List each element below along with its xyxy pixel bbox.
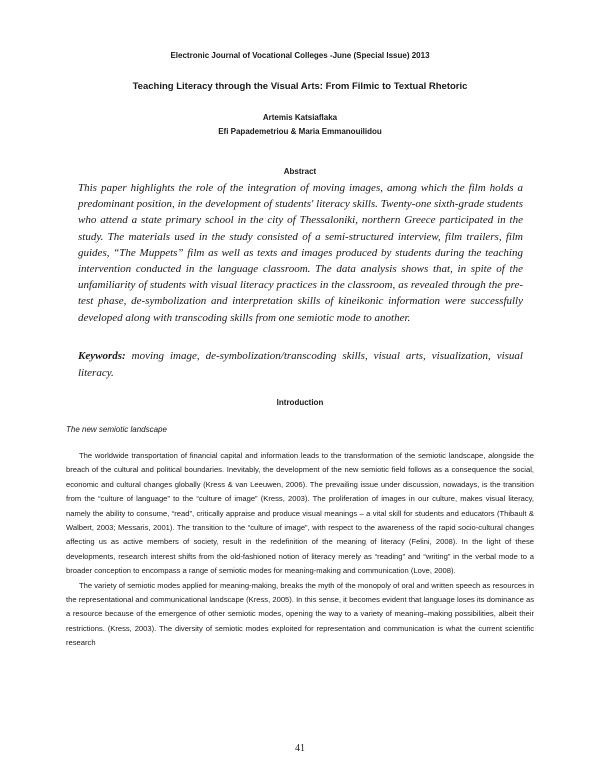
section-subheading: The new semiotic landscape <box>66 425 167 434</box>
journal-header: Electronic Journal of Vocational Colleges -June (Special Issue) 2013 <box>170 51 430 60</box>
introduction-heading: Introduction <box>276 398 324 407</box>
abstract-text: This paper highlights the role of the integration of moving images, among which the film holds a predominant position, in the development of students' literacy skills. Twenty-one sixth-grade students who attend a state primary school in the city of Thessaloniki, northern Greece participated in the study. The materials used in the study consisted of a semi-structured interview, film trailers, film guides, “The Muppets” film as well as texts and images produced by students during the teaching intervention conducted in the language classroom. The data analysis shows that, in spite of the unfamiliarity of students with visual literacy practices in the classroom, as revealed through the pre-test phase, de-symbolization and interpretation skills of kineikonic information were successfully developed along with transcoding skills from one semiotic mode to another. <box>78 182 523 324</box>
abstract-heading: Abstract <box>283 167 317 176</box>
page-number: 41 <box>295 743 305 754</box>
author-line-1: Artemis Katsiaflaka <box>262 113 338 122</box>
keywords-text: moving image, de-symbolization/transcoding skills, visual arts, visualization, visual literacy. <box>78 350 523 379</box>
keywords-label: Keywords: <box>78 350 126 362</box>
keywords-paragraph <box>78 348 523 381</box>
paragraph-2: The variety of semiotic modes applied for meaning-making, breaks the myth of the monopoly of oral and written speech as resources in the representational and communicational landscape (Kress, 2005). In this sense, it becomes evident that language loses its dominance as a resource because of the emergence of other semiotic modes, opening the way to a variety of meaning–making possibilities, albeit their restrictions. (Kress, 2003). The diversity of semiotic modes exploited for representation and communication is what the current scientific research <box>66 580 534 648</box>
body-text <box>66 449 534 651</box>
paper-title: Teaching Literacy through the Visual Arts: From Filmic to Textual Rhetoric <box>132 81 468 92</box>
author-line-2: Efi Papademetriou & Maria Emmanouilidou <box>218 127 382 136</box>
paragraph-1: The worldwide transportation of financial capital and information leads to the transformation of the semiotic landscape, alongside the breach of the cultural and political boundaries. Inevitably, the development of the new semiotic field follows as a consequence the social, economic and cultural changes globally (Kress & van Leeuwen, 2006). The prevailing issue under discussion, nowadays, is the transition from the “culture of language” to the “culture of image” (Kress, 2003). The proliferation of images in our culture, makes visual literacy, namely the ability to consume, “read”, critically appraise and produce visual meanings – a vital skill for students and educators (Thibault & Walbert, 2003; Messaris, 2001). The transition to the “culture of image”, with respect to the awareness of the rapid socio-cultural changes affecting us as active members of society, result in the redefinition of the meaning of literacy (Felini, 2008). In the light of these developments, research interest shifts from the old-fashioned notion of literacy merely as “reading” and “writing” in the verbal mode to a broader conception to encompass a range of semiotic modes for meaning-making and communication (Love, 2008). <box>66 451 534 576</box>
